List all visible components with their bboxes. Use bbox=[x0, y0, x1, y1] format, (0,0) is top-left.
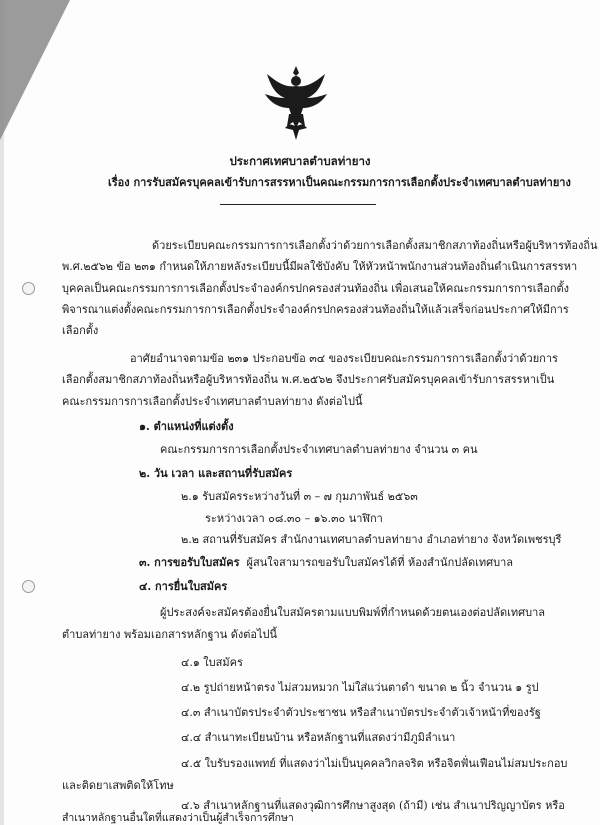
list-item: ๔.๒ รูปถ่ายหน้าตรง ไม่สวมหมวก ไม่ใส่แว่นตาดำ ขนาด ๒ นิ้ว จำนวน ๑ รูป bbox=[181, 681, 539, 694]
section-line: ระหว่างเวลา ๐๘.๓๐ – ๑๖.๓๐ นาฬิกา bbox=[205, 512, 383, 525]
intro-line: เลือกตั้งสมาชิกสภาท้องถิ่นหรือผู้บริหารท้องถิ่น พ.ศ.๒๕๖๒ จึงประกาศรับสมัครบุคคลเข้ารับการสรรหาเป็น bbox=[62, 373, 555, 386]
intro-line: บุคคลเป็นคณะกรรมการการเลือกตั้งประจำองค์กรปกครองส่วนท้องถิ่น เพื่อเสนอให้คณะกรรมการการเลือกตั้ง bbox=[62, 282, 570, 295]
list-item: ๔.๓ สำเนาบัตรประจำตัวประชาชน หรือสำเนาบัตรประจำตัวเจ้าหน้าที่ของรัฐ bbox=[181, 706, 541, 719]
intro-line: เลือกตั้ง bbox=[62, 324, 99, 337]
intro-line: ด้วยระเบียบคณะกรรมการการเลือกตั้งว่าด้วยการเลือกตั้งสมาชิกสภาท้องถิ่นหรือผู้บริหารท้องถิ่น bbox=[152, 239, 598, 252]
section-line: ๒.๑ รับสมัครระหว่างวันที่ ๓ – ๗ กุมภาพันธ์ ๒๕๖๓ bbox=[181, 490, 418, 503]
section-title: ๓. การขอรับใบสมัคร bbox=[139, 556, 240, 569]
section-row bbox=[139, 556, 513, 570]
section-line: ตำบลท่ายาง พร้อมเอกสารหลักฐาน ดังต่อไปนี้ bbox=[62, 628, 278, 641]
announcement-subject: เรื่อง การรับสมัครบุคคลเข้ารับการสรรหาเป็นคณะกรรมการการเลือกตั้งประจำเทศบาลตำบลท่ายาง bbox=[108, 176, 571, 189]
folded-corner bbox=[0, 0, 70, 140]
list-item: ๔.๔ สำเนาทะเบียนบ้าน หรือหลักฐานที่แสดงว่ามีภูมิลำเนา bbox=[181, 731, 456, 744]
garuda-emblem-icon bbox=[263, 64, 329, 142]
section-title: ๒. วัน เวลา และสถานที่รับสมัคร bbox=[139, 467, 293, 480]
section-title: ๑. ตำแหน่งที่แต่งตั้ง bbox=[139, 420, 234, 433]
punch-hole-icon bbox=[22, 282, 35, 295]
section-body: คณะกรรมการการเลือกตั้งประจำเทศบาลตำบลท่ายาง จำนวน ๓ คน bbox=[160, 443, 478, 456]
list-item: ๔.๖ สำเนาหลักฐานที่แสดงวุฒิการศึกษาสูงสุด (ถ้ามี) เช่น สำเนาปริญญาบัตร หรือ bbox=[181, 799, 565, 812]
list-item: ๔.๕ ใบรับรองแพทย์ ที่แสดงว่าไม่เป็นบุคคลวิกลจริต หรือจิตฟั่นเฟือนไม่สมประกอบ bbox=[181, 757, 568, 770]
title-underline bbox=[220, 204, 376, 205]
punch-hole-icon bbox=[22, 580, 35, 593]
intro-line: อาศัยอำนาจตามข้อ ๒๓๑ ประกอบข้อ ๓๔ ของระเบียบคณะกรรมการการเลือกตั้งว่าด้วยการ bbox=[130, 352, 558, 365]
list-item: ๔.๑ ใบสมัคร bbox=[181, 656, 243, 669]
list-item: สำเนาหลักฐานอื่นใดที่แสดงว่าเป็นผู้สำเร็จการศึกษา bbox=[62, 812, 294, 824]
announcement-title: ประกาศเทศบาลตำบลท่ายาง bbox=[229, 154, 371, 168]
intro-line: พิจารณาแต่งตั้งคณะกรรมการการเลือกตั้งประจำองค์กรปกครองส่วนท้องถิ่นให้แล้วเสร็จก่อนประกาศให้มีการ bbox=[62, 303, 569, 316]
section-line: ๒.๒ สถานที่รับสมัคร สำนักงานเทศบาลตำบลท่ายาง อำเภอท่ายาง จังหวัดเพชรบุรี bbox=[181, 533, 562, 546]
section-title: ๔. การยื่นใบสมัคร bbox=[139, 580, 228, 593]
section-line: ผู้ประสงค์จะสมัครต้องยื่นใบสมัครตามแบบพิมพ์ที่กำหนดด้วยตนเองต่อปลัดเทศบาล bbox=[160, 606, 545, 619]
section-body: ผู้สนใจสามารถขอรับใบสมัครได้ที่ ห้องสำนักปลัดเทศบาล bbox=[246, 556, 513, 569]
list-item: และติดยาเสพติดให้โทษ bbox=[62, 779, 174, 792]
intro-line: คณะกรรมการการเลือกตั้งประจำเทศบาลตำบลท่ายาง ดังต่อไปนี้ bbox=[62, 395, 363, 408]
intro-line: พ.ศ.๒๕๖๒ ข้อ ๒๓๑ กำหนดให้ภายหลังระเบียบนี้มีผลใช้บังคับ ให้หัวหน้าพนักงานส่วนท้องถิ่นดำเนินการสรรหา bbox=[62, 260, 578, 273]
